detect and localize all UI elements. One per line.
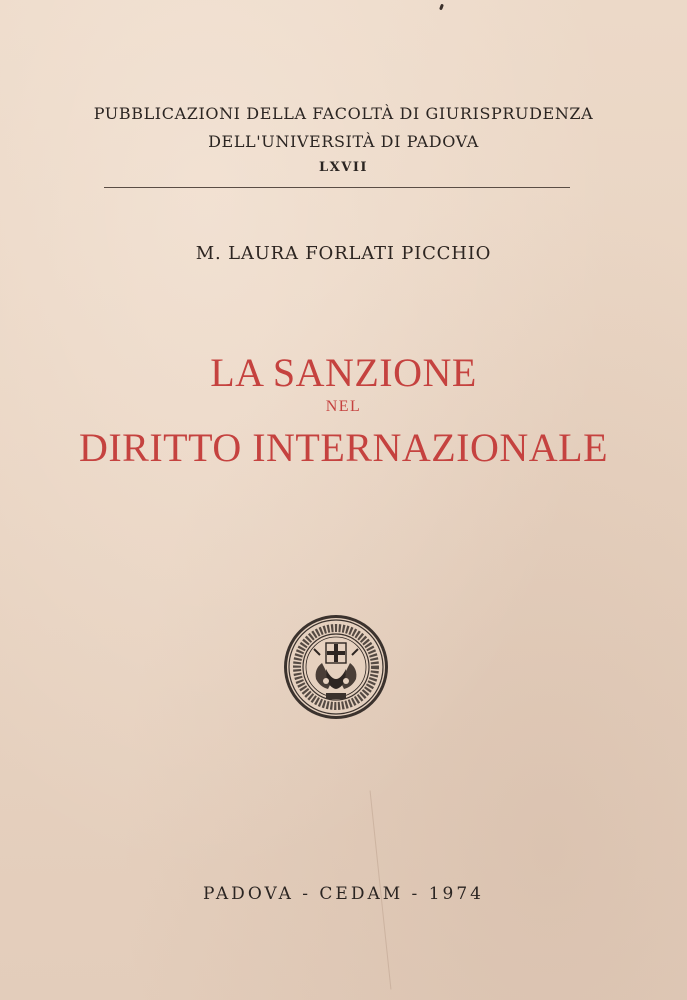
horizontal-rule — [104, 187, 570, 188]
title-line-3: DIRITTO INTERNAZIONALE — [78, 425, 609, 470]
series-title-line-2: DELL'UNIVERSITÀ DI PADOVA — [208, 132, 479, 151]
series-volume-number: LXVII — [319, 160, 368, 175]
title-line-1: LA SANZIONE — [210, 350, 477, 395]
university-seal-icon — [282, 613, 390, 721]
paper-speck — [439, 4, 444, 11]
author-name: M. LAURA FORLATI PICCHIO — [195, 243, 492, 264]
title-line-2: NEL — [325, 398, 362, 415]
publisher-imprint: PADOVA - CEDAM - 1974 — [203, 884, 484, 904]
series-title-line-1: PUBBLICAZIONI DELLA FACOLTÀ DI GIURISPRUDENZA — [93, 104, 594, 123]
